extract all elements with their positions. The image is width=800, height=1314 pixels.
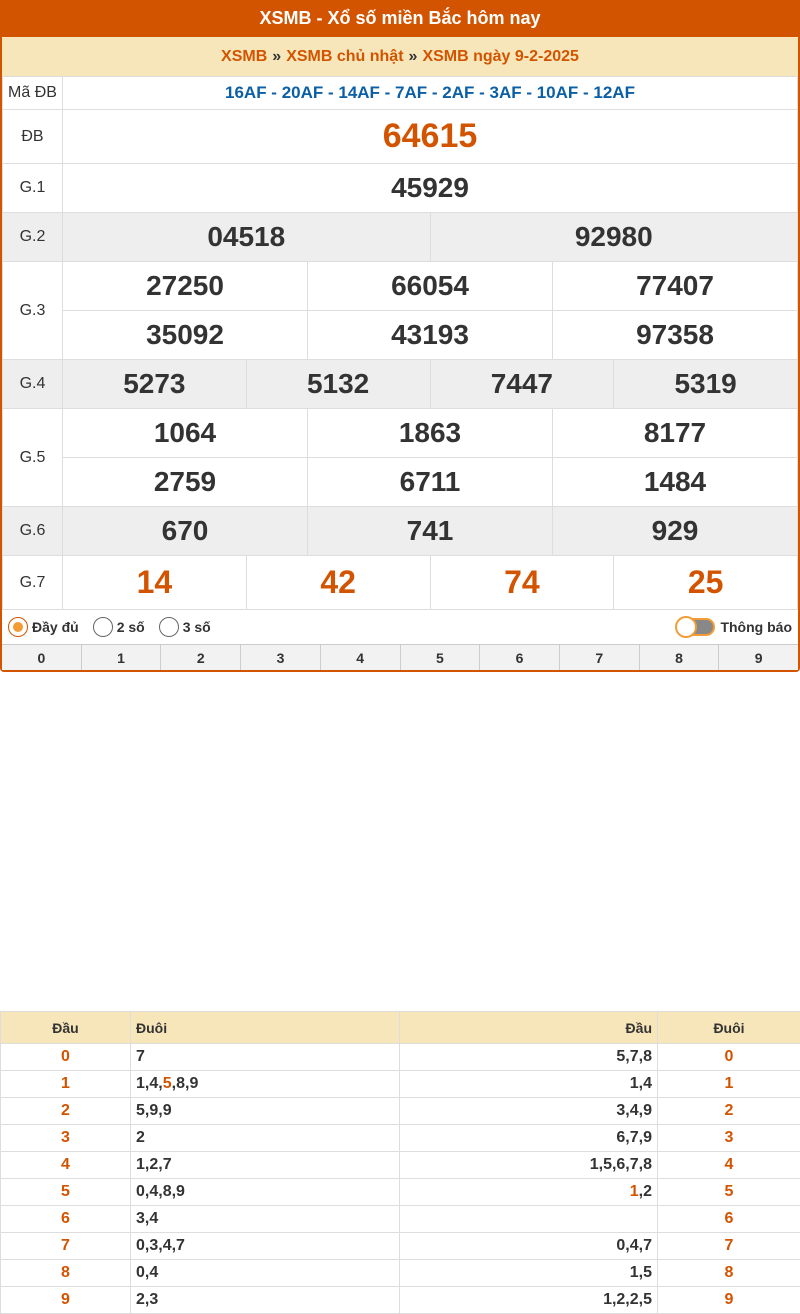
loto-digit: 8	[176, 1075, 185, 1092]
loto-duoi-right: 9	[658, 1287, 800, 1314]
loto-duoi: 0,3,4,7	[131, 1233, 400, 1260]
prize-g5-label: G.5	[3, 409, 63, 507]
radio-three-digits[interactable]	[159, 617, 211, 637]
loto-row	[1, 1152, 800, 1179]
display-options	[2, 610, 798, 644]
loto-row	[1, 1125, 800, 1152]
breadcrumb-xsmb-date[interactable]: XSMB ngày 9-2-2025	[422, 48, 579, 66]
prize-g2-label: G.2	[3, 213, 63, 262]
prize-g5-number: 1863	[307, 409, 552, 457]
loto-dau-right: 1,2	[400, 1179, 658, 1206]
notify-toggle-switch[interactable]	[677, 618, 715, 636]
radio-two-digits-label: 2 số	[117, 619, 145, 635]
loto-duoi: 2	[131, 1125, 400, 1152]
loto-duoi: 7	[131, 1044, 400, 1071]
prize-g2-number: 04518	[63, 213, 430, 261]
radio-three-digits-dot[interactable]	[159, 617, 179, 637]
loto-dau-right	[400, 1206, 658, 1233]
radio-three-digits-label: 3 số	[183, 619, 211, 635]
loto-dau: 1	[1, 1071, 131, 1098]
prize-g3-row	[3, 262, 798, 360]
loto-row	[1, 1044, 800, 1071]
loto-header-duoi: Đuôi	[131, 1012, 400, 1044]
prize-g2-number: 92980	[430, 213, 798, 261]
digit-filter-5[interactable]: 5	[400, 645, 480, 670]
radio-full-dot[interactable]	[8, 617, 28, 637]
prize-g5-number: 6711	[307, 458, 552, 506]
prize-g5-number: 1484	[552, 458, 797, 506]
loto-duoi-right: 5	[658, 1179, 800, 1206]
prize-g5-number: 1064	[63, 409, 307, 457]
prize-g3-number: 97358	[552, 311, 797, 359]
loto-body	[1, 1044, 800, 1314]
prize-g4-number: 5319	[613, 360, 797, 408]
radio-two-digits-dot[interactable]	[93, 617, 113, 637]
digit-filter-6[interactable]: 6	[479, 645, 559, 670]
loto-dau: 9	[1, 1287, 131, 1314]
loto-duoi: 1,4,5,8,9	[131, 1071, 400, 1098]
prize-g6-number: 741	[307, 507, 552, 555]
loto-dau: 8	[1, 1260, 131, 1287]
digit-filter-9[interactable]: 9	[718, 645, 798, 670]
breadcrumb-separator: »	[272, 48, 281, 66]
loto-dau-right: 1,5	[400, 1260, 658, 1287]
notify-toggle[interactable]	[677, 618, 792, 636]
digit-filter-2[interactable]: 2	[160, 645, 240, 670]
prize-g3-label: G.3	[3, 262, 63, 360]
prize-g4-label: G.4	[3, 360, 63, 409]
loto-header-row	[1, 1012, 800, 1044]
prize-g6-label: G.6	[3, 507, 63, 556]
loto-duoi-right: 4	[658, 1152, 800, 1179]
prize-g5-row	[3, 409, 798, 507]
loto-duoi-right: 0	[658, 1044, 800, 1071]
loto-row	[1, 1287, 800, 1314]
loto-header-dau-right: Đầu	[400, 1012, 658, 1044]
prize-db-number: 64615	[63, 110, 798, 164]
prize-g6-number: 670	[63, 507, 307, 555]
prize-g4-row	[3, 360, 798, 409]
digit-filter-1[interactable]: 1	[81, 645, 161, 670]
prize-g6-row	[3, 507, 798, 556]
prize-db-row	[3, 110, 798, 164]
prize-g6-number: 929	[552, 507, 797, 555]
digit-filter-8[interactable]: 8	[639, 645, 719, 670]
notify-label: Thông báo	[720, 619, 792, 635]
loto-dau-right: 3,4,9	[400, 1098, 658, 1125]
loto-dau: 7	[1, 1233, 131, 1260]
ma-db-row	[3, 77, 798, 110]
loto-duoi-right: 2	[658, 1098, 800, 1125]
loto-dau-right: 1,5,6,7,8	[400, 1152, 658, 1179]
prize-g7-number: 25	[613, 556, 797, 609]
loto-dau-right: 6,7,9	[400, 1125, 658, 1152]
loto-dau: 3	[1, 1125, 131, 1152]
loto-duoi: 5,9,9	[131, 1098, 400, 1125]
prize-g7-number: 14	[63, 556, 246, 609]
prize-g7-number: 74	[430, 556, 614, 609]
loto-digit: 1	[630, 1183, 639, 1200]
prize-g4-number: 7447	[430, 360, 614, 408]
digit-filter-4[interactable]: 4	[320, 645, 400, 670]
ma-db-value: 16AF - 20AF - 14AF - 7AF - 2AF - 3AF - 10AF - 12AF	[63, 77, 798, 110]
prize-g4-number: 5132	[246, 360, 430, 408]
loto-digit: 1	[136, 1075, 145, 1092]
loto-header-dau: Đầu	[1, 1012, 131, 1044]
digit-filter-7[interactable]: 7	[559, 645, 639, 670]
prize-g5-number: 2759	[63, 458, 307, 506]
prize-db-label: ĐB	[3, 110, 63, 164]
prize-g2-row	[3, 213, 798, 262]
breadcrumb-xsmb[interactable]: XSMB	[221, 48, 267, 66]
loto-dau-right: 5,7,8	[400, 1044, 658, 1071]
loto-duoi-right: 8	[658, 1260, 800, 1287]
loto-duoi-right: 1	[658, 1071, 800, 1098]
page-title: XSMB - Xổ số miền Bắc hôm nay	[0, 0, 800, 37]
loto-header-duoi-right: Đuôi	[658, 1012, 800, 1044]
loto-row	[1, 1179, 800, 1206]
loto-duoi: 2,3	[131, 1287, 400, 1314]
loto-row	[1, 1071, 800, 1098]
loto-dau-right: 1,4	[400, 1071, 658, 1098]
prize-g3-number: 77407	[552, 262, 797, 310]
loto-digit: 5	[163, 1075, 172, 1092]
ma-db-label: Mã ĐB	[3, 77, 63, 110]
breadcrumb-separator: »	[409, 48, 418, 66]
loto-duoi: 0,4,8,9	[131, 1179, 400, 1206]
loto-dau: 4	[1, 1152, 131, 1179]
loto-row	[1, 1098, 800, 1125]
loto-digit: 9	[189, 1075, 198, 1092]
prize-g1-row	[3, 164, 798, 213]
loto-duoi-right: 7	[658, 1233, 800, 1260]
loto-dau-right: 1,2,2,5	[400, 1287, 658, 1314]
digit-filter-0[interactable]: 0	[2, 645, 81, 670]
loto-dau: 5	[1, 1179, 131, 1206]
prize-g3-number: 35092	[63, 311, 307, 359]
toggle-knob	[675, 616, 697, 638]
loto-dau: 0	[1, 1044, 131, 1071]
prize-g3-number: 43193	[307, 311, 552, 359]
loto-digit: 2	[643, 1183, 652, 1200]
digit-filter-bar	[2, 644, 798, 670]
loto-duoi: 3,4	[131, 1206, 400, 1233]
results-table	[2, 76, 798, 610]
breadcrumb	[2, 37, 798, 76]
loto-digit: 4	[149, 1075, 158, 1092]
loto-duoi: 1,2,7	[131, 1152, 400, 1179]
radio-two-digits[interactable]	[93, 617, 145, 637]
prize-g7-number: 42	[246, 556, 430, 609]
prize-g1-number: 45929	[63, 164, 798, 213]
loto-duoi-right: 6	[658, 1206, 800, 1233]
prize-g4-number: 5273	[63, 360, 246, 408]
prize-g3-number: 66054	[307, 262, 552, 310]
loto-duoi-right: 3	[658, 1125, 800, 1152]
loto-dau-right: 0,4,7	[400, 1233, 658, 1260]
loto-table	[0, 1011, 800, 1314]
loto-row	[1, 1206, 800, 1233]
digit-filter-3[interactable]: 3	[240, 645, 320, 670]
loto-duoi: 0,4	[131, 1260, 400, 1287]
prize-g7-label: G.7	[3, 556, 63, 610]
loto-row	[1, 1260, 800, 1287]
prize-g5-number: 8177	[552, 409, 797, 457]
prize-g1-label: G.1	[3, 164, 63, 213]
radio-full[interactable]	[8, 617, 79, 637]
prize-g7-row	[3, 556, 798, 610]
breadcrumb-xsmb-sunday[interactable]: XSMB chủ nhật	[286, 48, 403, 66]
loto-dau: 6	[1, 1206, 131, 1233]
loto-dau: 2	[1, 1098, 131, 1125]
loto-row	[1, 1233, 800, 1260]
radio-full-label: Đầy đủ	[32, 619, 79, 635]
prize-g3-number: 27250	[63, 262, 307, 310]
